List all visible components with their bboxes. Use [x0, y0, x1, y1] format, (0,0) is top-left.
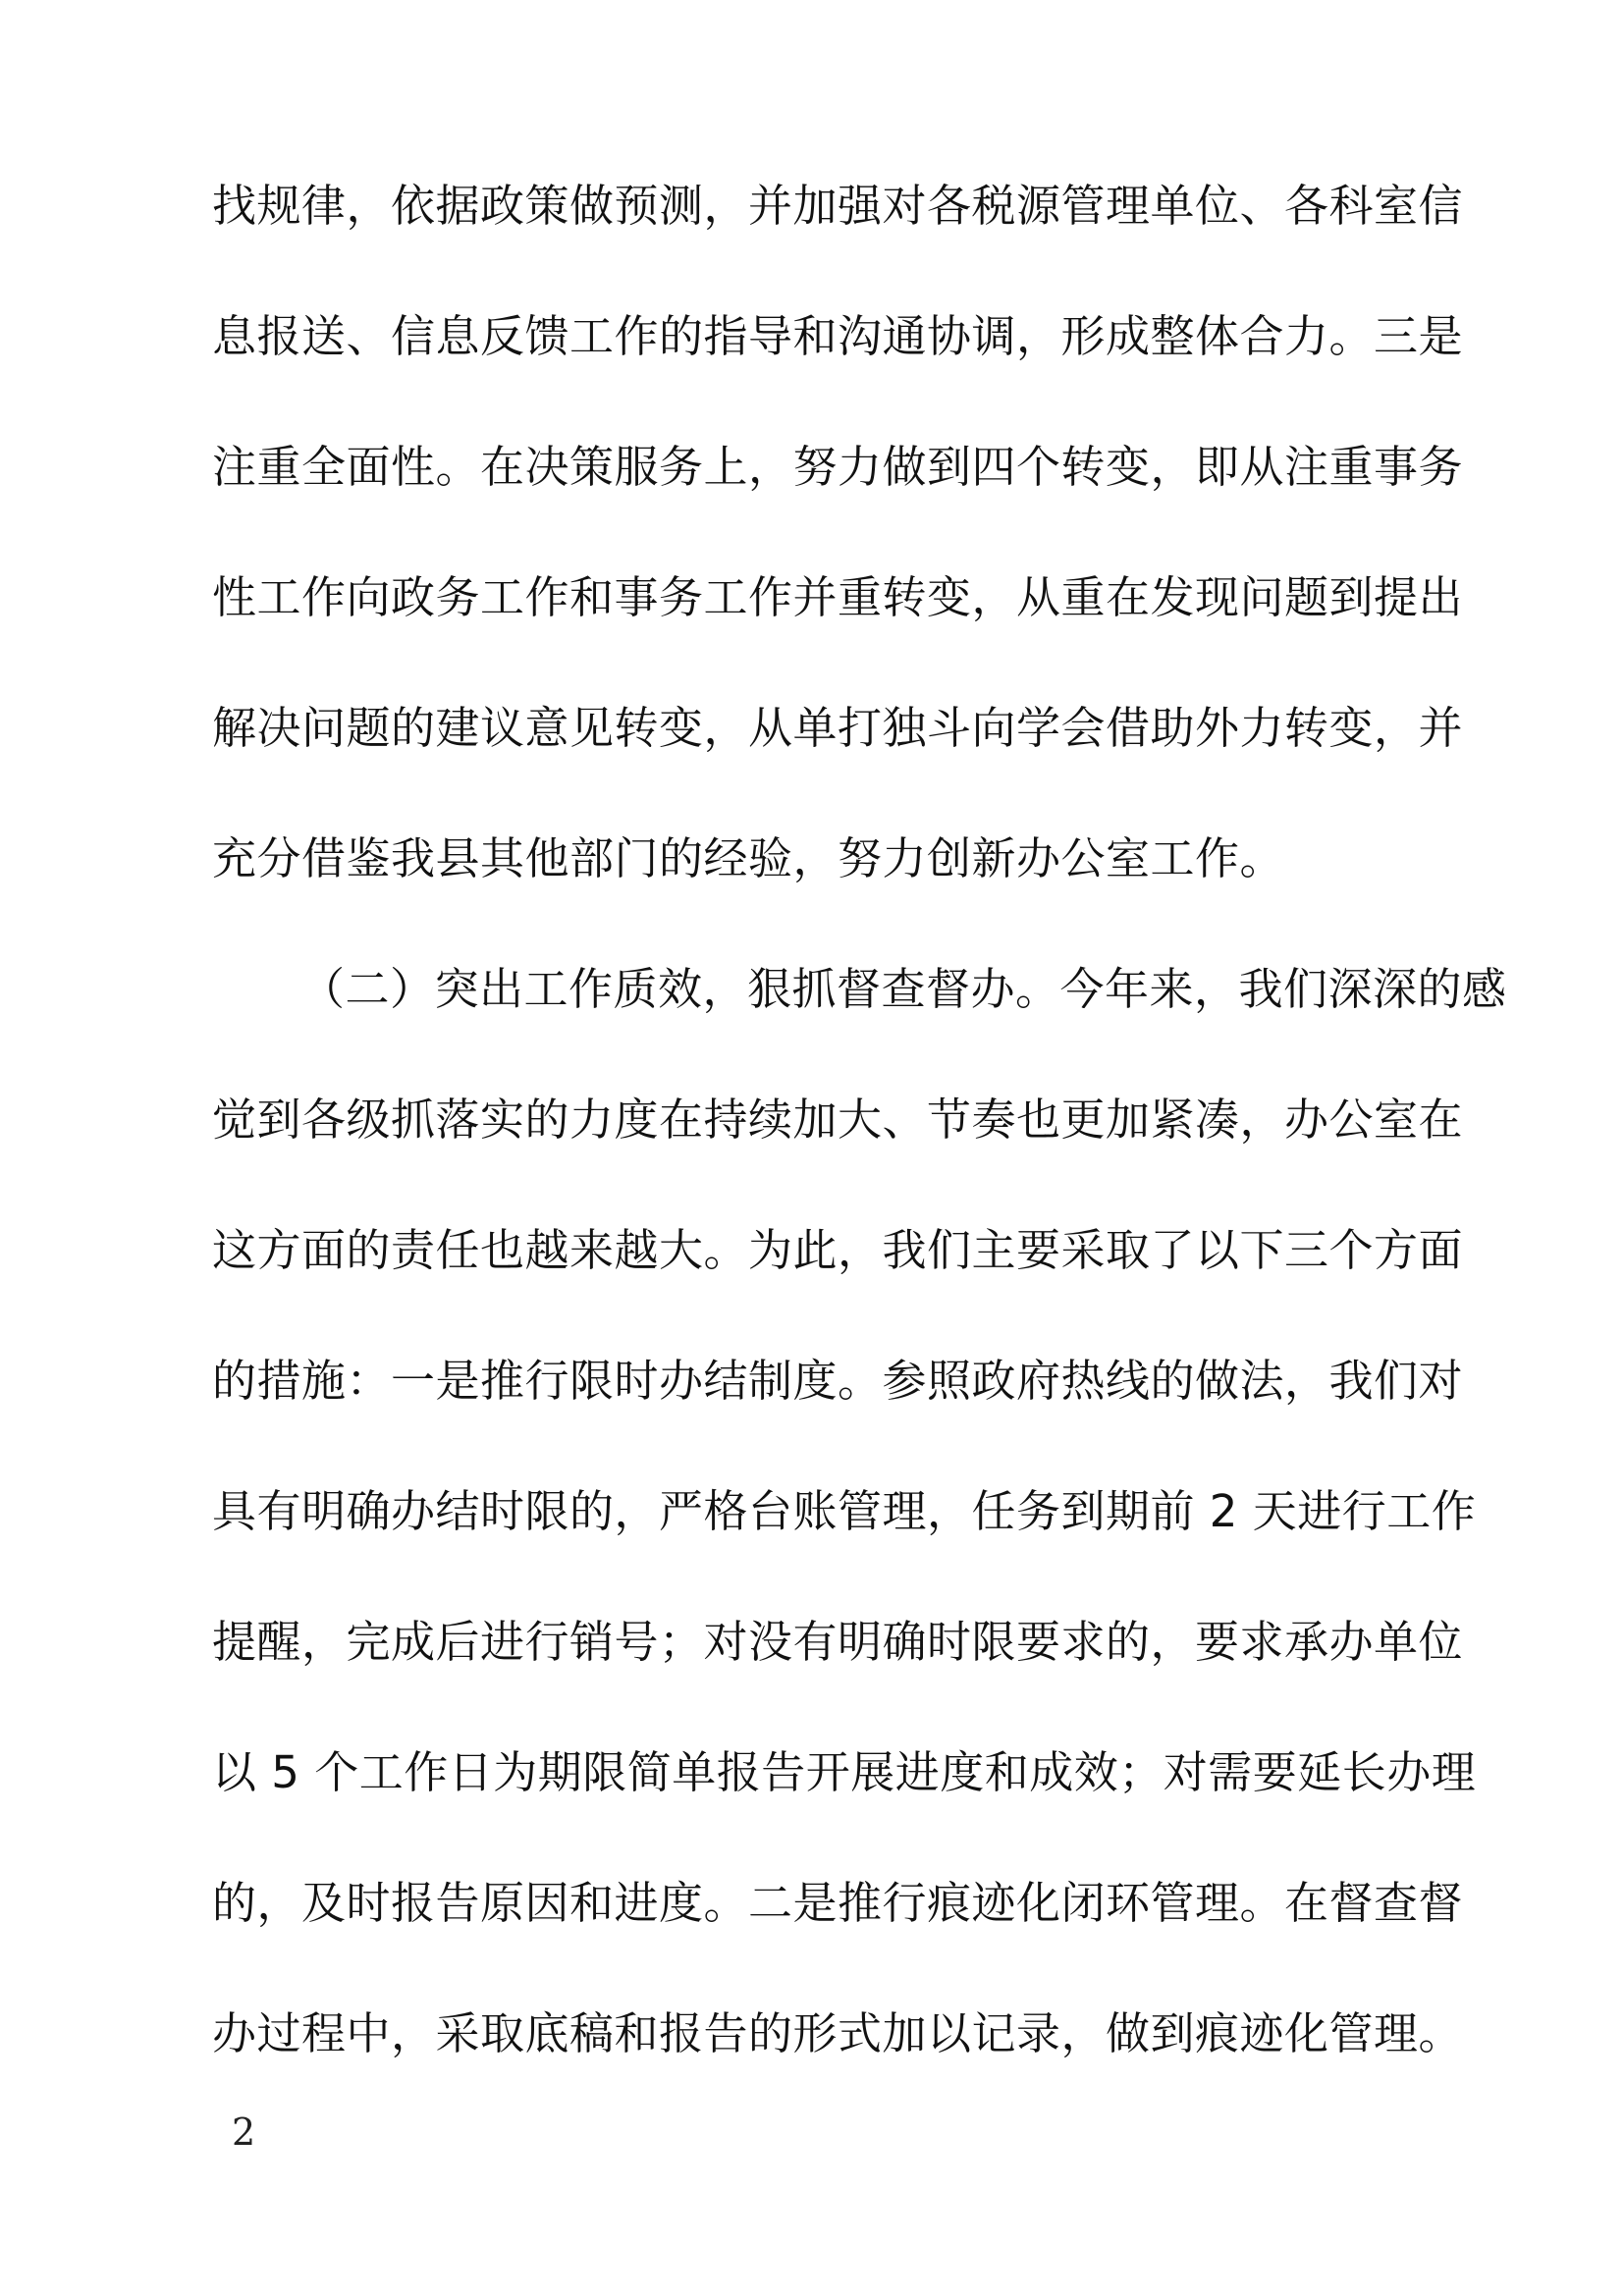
page-number: 2	[232, 2110, 256, 2154]
text-line: 找规律，依据政策做预测，并加强对各税源管理单位、各科室信	[212, 180, 1464, 232]
text-line: 具有明确办结时限的，严格台账管理，任务到期前 2 天进行工作	[212, 1485, 1477, 1537]
text-line: 办过程中，采取底稿和报告的形式加以记录，做到痕迹化管理。	[212, 2007, 1464, 2059]
text-line: 提醒，完成后进行销号；对没有明确时限要求的，要求承办单位	[212, 1616, 1464, 1668]
text-line: 充分借鉴我县其他部门的经验，努力创新办公室工作。	[212, 832, 1285, 884]
paragraph-start-line: （二）突出工作质效，狠抓督查督办。今年来，我们深深的感	[300, 963, 1507, 1015]
text-line: 注重全面性。在决策服务上，努力做到四个转变，即从注重事务	[212, 441, 1464, 493]
text-line: 息报送、信息反馈工作的指导和沟通协调，形成整体合力。三是	[212, 310, 1464, 362]
text-line: 解决问题的建议意见转变，从单打独斗向学会借助外力转变，并	[212, 702, 1464, 754]
text-line: 觉到各级抓落实的力度在持续加大、节奏也更加紧凑，办公室在	[212, 1094, 1464, 1146]
text-line: 这方面的责任也越来越大。为此，我们主要采取了以下三个方面	[212, 1224, 1464, 1276]
text-line: 的，及时报告原因和进度。二是推行痕迹化闭环管理。在督查督	[212, 1877, 1464, 1929]
text-line: 以 5 个工作日为期限简单报告开展进度和成效；对需要延长办理	[212, 1746, 1477, 1798]
text-line: 的措施：一是推行限时办结制度。参照政府热线的做法，我们对	[212, 1355, 1464, 1407]
text-line: 性工作向政务工作和事务工作并重转变，从重在发现问题到提出	[212, 571, 1464, 623]
